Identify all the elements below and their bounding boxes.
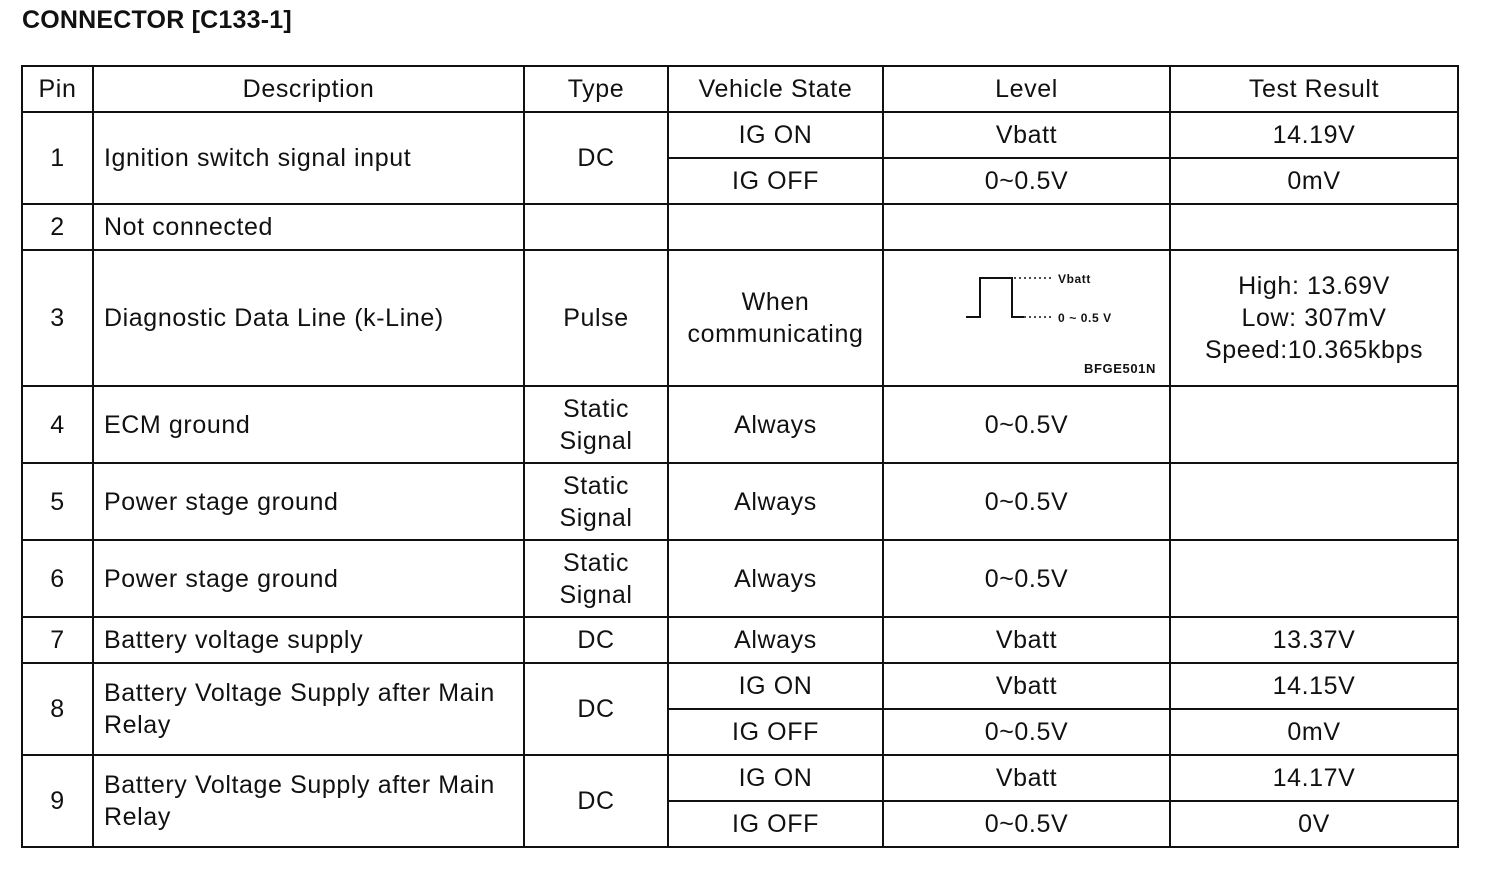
type-cell: DC bbox=[524, 617, 668, 663]
pin-cell: 2 bbox=[22, 204, 93, 250]
description-cell: Battery Voltage Supply after Main Relay bbox=[93, 663, 524, 755]
pin-cell: 5 bbox=[22, 463, 93, 540]
table-row bbox=[22, 204, 1458, 250]
test-result-cell: 13.37V bbox=[1170, 617, 1458, 663]
pin-cell: 7 bbox=[22, 617, 93, 663]
pin-cell: 9 bbox=[22, 755, 93, 847]
level-cell: Vbatt bbox=[883, 112, 1170, 158]
type-line: Static bbox=[562, 548, 630, 577]
pulse-waveform-line bbox=[966, 278, 1024, 317]
level-cell: Vbatt bbox=[883, 663, 1170, 709]
type-line: Signal bbox=[559, 503, 633, 532]
description-cell: Power stage ground bbox=[93, 463, 524, 540]
pin-cell: 8 bbox=[22, 663, 93, 755]
vehicle-state-cell: IG OFF bbox=[668, 709, 883, 755]
type-cell: DC bbox=[524, 755, 668, 847]
pin-cell: 1 bbox=[22, 112, 93, 204]
result-line-speed: Speed:10.365kbps bbox=[1204, 336, 1424, 364]
description-cell: Not connected bbox=[93, 204, 524, 250]
vehicle-state-cell bbox=[668, 204, 883, 250]
pulse-waveform-diagram bbox=[894, 251, 1181, 385]
test-result-cell bbox=[1170, 540, 1458, 617]
header-test-result: Test Result bbox=[1170, 66, 1458, 112]
test-result-cell bbox=[1170, 386, 1458, 463]
vehicle-state-cell: IG OFF bbox=[668, 801, 883, 847]
pin-cell: 6 bbox=[22, 540, 93, 617]
high-level-label: Vbatt bbox=[1058, 272, 1091, 286]
vehicle-state-cell: When communicating bbox=[668, 250, 883, 386]
header-description: Description bbox=[93, 66, 524, 112]
description-cell: Battery voltage supply bbox=[93, 617, 524, 663]
vehicle-state-cell: IG ON bbox=[668, 755, 883, 801]
description-cell: Battery Voltage Supply after Main Relay bbox=[93, 755, 524, 847]
test-result-cell bbox=[1170, 250, 1458, 386]
test-result-cell bbox=[1170, 463, 1458, 540]
type-cell bbox=[524, 540, 668, 617]
table-row bbox=[22, 250, 1458, 386]
level-cell: 0~0.5V bbox=[883, 540, 1170, 617]
table-row bbox=[22, 617, 1458, 663]
type-cell: DC bbox=[524, 112, 668, 204]
vehicle-state-cell: IG OFF bbox=[668, 158, 883, 204]
type-line: Signal bbox=[559, 426, 633, 455]
description-cell: Power stage ground bbox=[93, 540, 524, 617]
document-title: CONNECTOR [C133-1] bbox=[22, 6, 292, 34]
level-cell: 0~0.5V bbox=[883, 463, 1170, 540]
type-cell bbox=[524, 463, 668, 540]
table-row bbox=[22, 112, 1458, 158]
test-result-cell: 14.15V bbox=[1170, 663, 1458, 709]
test-result-cell: 0mV bbox=[1170, 158, 1458, 204]
level-waveform-cell bbox=[883, 250, 1170, 386]
level-cell: Vbatt bbox=[883, 617, 1170, 663]
table-row bbox=[22, 755, 1458, 801]
result-line-low: Low: 307mV bbox=[1241, 304, 1387, 332]
test-result-cell: 14.17V bbox=[1170, 755, 1458, 801]
type-cell bbox=[524, 204, 668, 250]
header-vehicle-state: Vehicle State bbox=[668, 66, 883, 112]
type-line: Signal bbox=[559, 580, 633, 609]
table-row bbox=[22, 540, 1458, 617]
description-cell: Ignition switch signal input bbox=[93, 112, 524, 204]
test-result-cell: 0mV bbox=[1170, 709, 1458, 755]
test-result-cell: 14.19V bbox=[1170, 112, 1458, 158]
result-line-high: High: 13.69V bbox=[1238, 272, 1390, 300]
pin-cell: 4 bbox=[22, 386, 93, 463]
level-cell: 0~0.5V bbox=[883, 709, 1170, 755]
vehicle-state-cell: Always bbox=[668, 463, 883, 540]
test-result-cell: 0V bbox=[1170, 801, 1458, 847]
table-row bbox=[22, 386, 1458, 463]
vehicle-state-cell: Always bbox=[668, 386, 883, 463]
table-row bbox=[22, 663, 1458, 709]
level-cell bbox=[883, 204, 1170, 250]
level-cell: 0~0.5V bbox=[883, 386, 1170, 463]
vehicle-state-cell: IG ON bbox=[668, 112, 883, 158]
level-cell: Vbatt bbox=[883, 755, 1170, 801]
type-line: Static bbox=[562, 394, 630, 423]
test-result-cell bbox=[1170, 204, 1458, 250]
type-cell bbox=[524, 386, 668, 463]
connector-pin-table bbox=[21, 65, 1459, 848]
vehicle-state-cell: Always bbox=[668, 617, 883, 663]
description-cell: ECM ground bbox=[93, 386, 524, 463]
header-row bbox=[22, 66, 1458, 112]
header-type: Type bbox=[524, 66, 668, 112]
level-cell: 0~0.5V bbox=[883, 801, 1170, 847]
low-level-label: 0 ~ 0.5 V bbox=[1058, 311, 1112, 325]
type-cell: Pulse bbox=[524, 250, 668, 386]
header-level: Level bbox=[883, 66, 1170, 112]
description-cell: Diagnostic Data Line (k-Line) bbox=[93, 250, 524, 386]
type-line: Static bbox=[562, 471, 630, 500]
header-pin: Pin bbox=[22, 66, 93, 112]
level-cell: 0~0.5V bbox=[883, 158, 1170, 204]
type-cell: DC bbox=[524, 663, 668, 755]
figure-code-label: BFGE501N bbox=[1084, 361, 1156, 376]
pin-cell: 3 bbox=[22, 250, 93, 386]
vehicle-state-cell: IG ON bbox=[668, 663, 883, 709]
table-row bbox=[22, 463, 1458, 540]
vehicle-state-cell: Always bbox=[668, 540, 883, 617]
